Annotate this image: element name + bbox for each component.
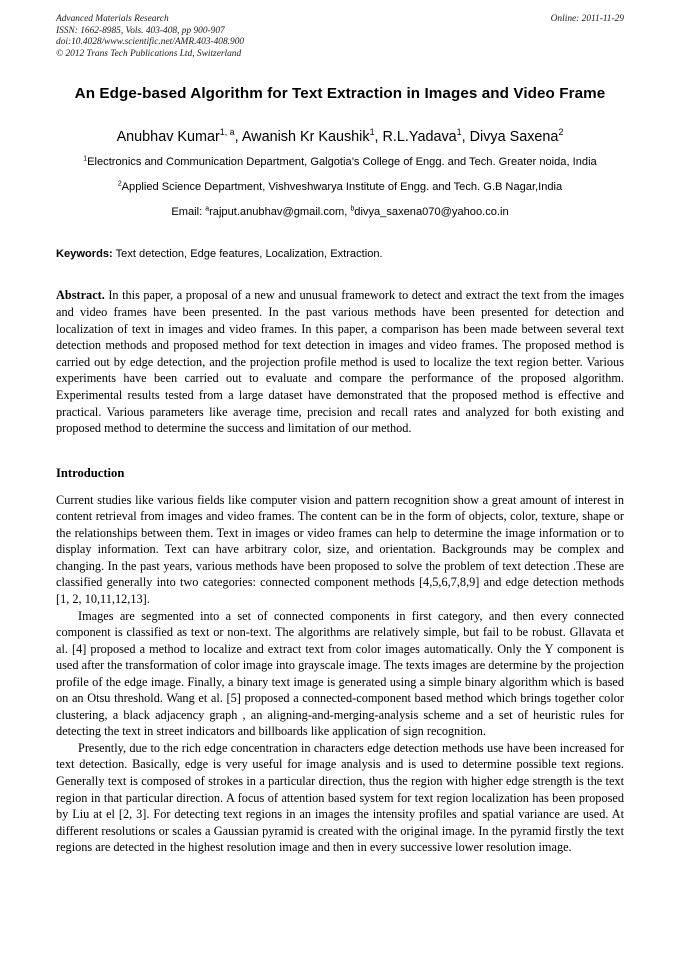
email-address-a[interactable]: rajput.anubhav@gmail.com <box>209 206 345 219</box>
affiliation-mark: 2 <box>117 179 122 187</box>
keywords-text: Text detection, Edge features, Localization, Extraction. <box>112 247 383 260</box>
author-name: Anubhav Kumar <box>116 129 220 145</box>
email-label: Email: <box>171 206 206 219</box>
body-paragraph: Presently, due to the rich edge concentration in characters edge detection methods use have been increased for text detection. Basically, edge is very useful for image analysis and is used to determine possible text regions. Generally text is composed of strokes in a particular direction, thus the region with higher edge strength is the text region in that particular direction. A focus of attention based system for text region localization has been proposed by Liu at el [2, 3]. For detecting text regions in an images the intensity profiles and spatial variance are used. At different resolutions or scales a Gaussian pyramid is created with the original image. In the pyramid firstly the text regions are detected in the highest resolution image and then in every successive lower resolution image. <box>56 740 624 855</box>
affiliation-text: Electronics and Communication Department, Galgotia’s College of Engg. and Tech. Greater noida, India <box>87 156 597 168</box>
abstract-text: In this paper, a proposal of a new and unusual framework to detect and extract the text from the images and video frames have been presented. In the past various methods have been presented for detection and localization of text in images and video frames. In this paper, a comparison has been made between several text detection methods and proposed method for text detection in images and video frames. The proposed method is carried out by edge detection, and the projection profile method is used to localize the text region better. Various experiments have been carried out to evaluate and compare the performance of the proposed algorithm. Experimental results tested from a large dataset have demonstrated that the proposed method is effective and practical. Various parameters like average time, precision and recall rates and analyzed for both existing and proposed method to determine the success and limitation of our method. <box>56 288 624 436</box>
email-separator: , <box>344 206 351 219</box>
author-affiliation-mark: 1 <box>369 127 375 138</box>
email-mark-b: b <box>350 205 355 213</box>
abstract-paragraph <box>56 287 624 436</box>
keywords-line <box>56 247 624 262</box>
author-separator: , <box>234 129 242 145</box>
page-title: An Edge-based Algorithm for Text Extraction in Images and Video Frame <box>74 85 606 102</box>
affiliation-text: Applied Science Department, Vishveshwarya Institute of Engg. and Tech. G.B Nagar,India <box>121 180 563 193</box>
email-mark-a: a <box>205 205 210 213</box>
copyright-line: © 2012 Trans Tech Publications Ltd, Switzerland <box>56 48 242 59</box>
author-separator: , <box>461 129 470 145</box>
author-name: Awanish Kr Kaushik <box>241 129 370 145</box>
email-address-b[interactable]: divya_saxena070@yahoo.co.in <box>354 206 509 219</box>
affiliation-1 <box>78 155 602 170</box>
author-name: Divya Saxena <box>469 129 559 145</box>
author-list <box>60 128 620 146</box>
keywords-label: Keywords: <box>56 247 113 260</box>
author-separator: , <box>374 129 383 145</box>
online-publication-date: Online: 2011-11-29 <box>550 14 624 24</box>
abstract-label: Abstract. <box>56 288 105 303</box>
affiliation-2 <box>78 180 602 195</box>
doi-line: doi:10.4028/www.scientific.net/AMR.403-408.900 <box>56 37 245 48</box>
author-name: R.L.Yadava <box>382 129 457 145</box>
section-heading-introduction: Introduction <box>56 465 125 480</box>
header-left-block <box>56 14 496 60</box>
body-paragraph: Current studies like various fields like computer vision and pattern recognition show a great amount of interest in content retrieval from images and video frames. The content can be in the form of objects, color, texture, shape or the relationships between them. Text in images or video frames can help to determine the image information or to display information. Text can have arbitrary color, size, and orientation. Backgrounds may be complex and changing. In the past years, various methods have been proposed to solve the problem of text detection .These are classified generally into two categories: connected component methods [4,5,6,7,8,9] and edge detection methods [1, 2, 10,11,12,13]. <box>56 492 624 606</box>
body-paragraph: Images are segmented into a set of connected components in first category, and then every connected component is classified as text or non-text. The algorithms are relatively simple, but fail to be robust. Gllavata et al. [4] proposed a method to localize and extract text from color images automatically. Only the Y component is used after the transformation of color image into grayscale image. The texts images are determine by the projection profile of the edge image. Finally, a binary text image is generated using a simple binary algorithm which is based on an Otsu threshold. Wang et al. [5] proposed a connected-component based method which brings together color clustering, a black adjacency graph , an aligning-and-merging-analysis scheme and a set of heuristic rules for detecting the text in street indicators and billboards like application of sign recognition. <box>56 608 624 739</box>
author-affiliation-mark: 1, a <box>219 127 235 138</box>
journal-name: Advanced Materials Research <box>56 14 169 24</box>
author-affiliation-mark: 1 <box>456 127 462 138</box>
contact-email-line <box>66 205 614 220</box>
issn-volume-pages: ISSN: 1662-8985, Vols. 403-408, pp 900-907 <box>56 25 225 36</box>
publication-header <box>56 14 624 64</box>
author-affiliation-mark: 2 <box>558 127 564 138</box>
affiliation-mark: 1 <box>83 155 88 163</box>
